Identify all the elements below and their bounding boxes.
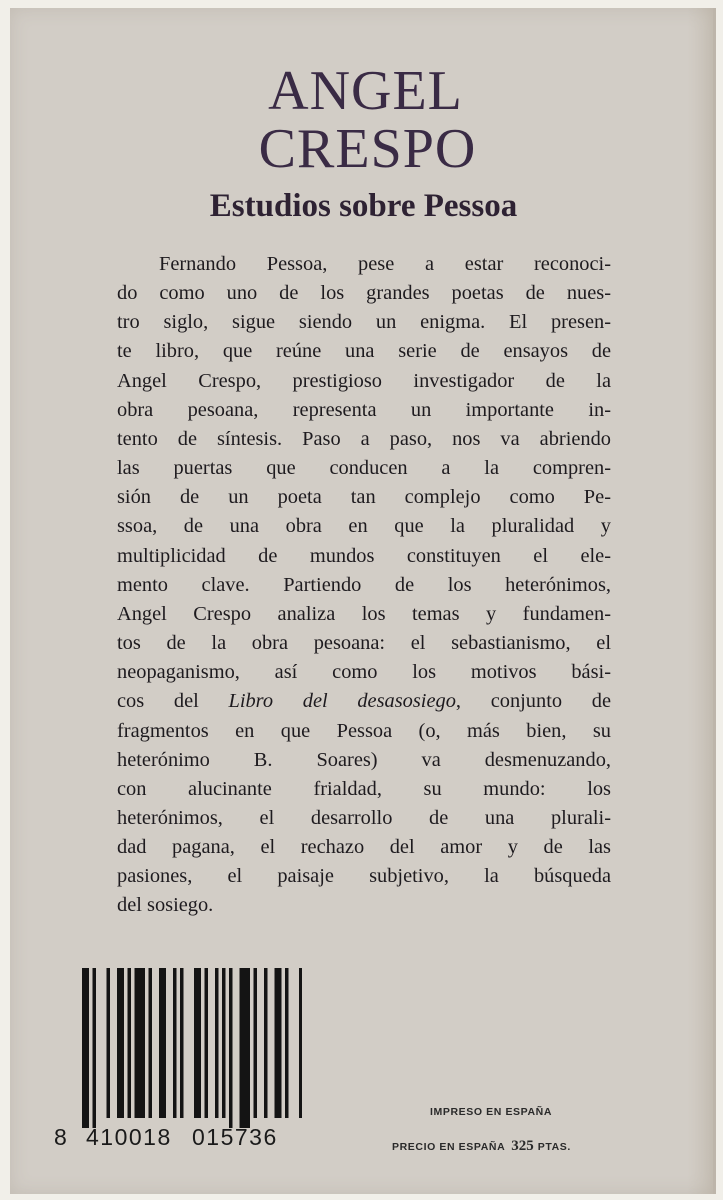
barcode-bar <box>222 968 226 1118</box>
barcode-bar <box>229 968 233 1128</box>
barcode-bar <box>299 968 302 1118</box>
barcode-bar <box>173 968 177 1118</box>
barcode-bar <box>159 968 166 1118</box>
barcode-bar <box>275 968 282 1118</box>
barcode-first-digit: 8 <box>54 1124 69 1150</box>
barcode-bars <box>82 968 302 1128</box>
barcode-bar <box>264 968 268 1118</box>
cited-book-title: Libro del desasosiego <box>228 690 456 713</box>
blurb-line: las puertas que conducen a la compren- <box>117 457 611 480</box>
blurb-line: Fernando Pessoa, pese a estar reconoci- <box>159 253 611 275</box>
blurb-line: Angel Crespo, prestigioso investigador de la <box>117 369 611 392</box>
barcode-bar <box>205 968 209 1118</box>
blurb-line: fragmentos en que Pessoa (o, más bien, su <box>117 719 611 742</box>
blurb-line: mento clave. Partiendo de los heterónimos, <box>117 573 611 596</box>
barcode-right-digits: 015736 <box>192 1124 278 1150</box>
barcode-bar <box>82 968 89 1128</box>
blurb-text-segment: cos del <box>117 690 229 713</box>
blurb-line: neopaganismo, así como los motivos bási- <box>117 661 611 684</box>
price-line <box>392 1138 571 1155</box>
barcode-bar <box>107 968 111 1118</box>
price-value: 325 <box>511 1138 534 1154</box>
blurb-line: Angel Crespo analiza los temas y fundamen- <box>117 602 611 625</box>
barcode-bar <box>93 968 97 1128</box>
blurb-line: sión de un poeta tan complejo como Pe- <box>117 486 611 509</box>
barcode-left-digits: 410018 <box>86 1124 172 1150</box>
book-title: Estudios sobre Pessoa <box>209 188 518 224</box>
blurb-line: tro siglo, sigue siendo un enigma. El presen- <box>117 311 611 334</box>
price-label: PRECIO EN ESPAÑA <box>392 1141 506 1153</box>
barcode-bar <box>128 968 132 1118</box>
blurb-line: dad pagana, el rechazo del amor y de las <box>117 836 611 859</box>
author-last-name: CRESPO <box>258 118 477 180</box>
barcode-bar <box>194 968 201 1118</box>
barcode-bar <box>117 968 124 1118</box>
blurb-text-segment: , conjunto de <box>455 690 611 713</box>
printed-in-label: IMPRESO EN ESPAÑA <box>430 1106 553 1118</box>
blurb-line: multiplicidad de mundos constituyen el ele- <box>117 544 611 567</box>
blurb-line: pasiones, el paisaje subjetivo, la búsqueda <box>117 865 611 888</box>
barcode-bar <box>240 968 251 1128</box>
price-unit: PTAS. <box>537 1141 571 1153</box>
author-first-name: ANGEL <box>268 60 463 122</box>
barcode-bar <box>285 968 289 1118</box>
blurb-line: con alucinante frialdad, su mundo: los <box>117 777 611 800</box>
blurb-line: obra pesoana, representa un importante in- <box>117 398 611 421</box>
blurb-text <box>117 250 611 921</box>
ean-barcode <box>54 962 306 1162</box>
blurb-line: del sosiego. <box>117 894 214 917</box>
blurb-line: te libro, que reúne una serie de ensayos de <box>117 340 611 363</box>
blurb-line: do como uno de los grandes poetas de nues- <box>117 282 611 305</box>
blurb-line: heterónimo B. Soares) va desmenuzando, <box>117 748 611 771</box>
blurb-line: tento de síntesis. Paso a paso, nos va abriendo <box>117 427 611 450</box>
barcode-bar <box>254 968 258 1118</box>
barcode-bar <box>149 968 153 1118</box>
barcode-bar <box>180 968 184 1118</box>
blurb-line: tos de la obra pesoana: el sebastianismo, el <box>117 632 611 655</box>
barcode-digits <box>54 1124 306 1156</box>
blurb-line: heterónimos, el desarrollo de una plurali- <box>117 806 611 829</box>
barcode-bar <box>215 968 219 1118</box>
blurb-line: ssoa, de una obra en que la pluralidad y <box>117 515 611 538</box>
barcode-bar <box>135 968 146 1118</box>
blurb-line-with-italic-title <box>117 687 611 716</box>
